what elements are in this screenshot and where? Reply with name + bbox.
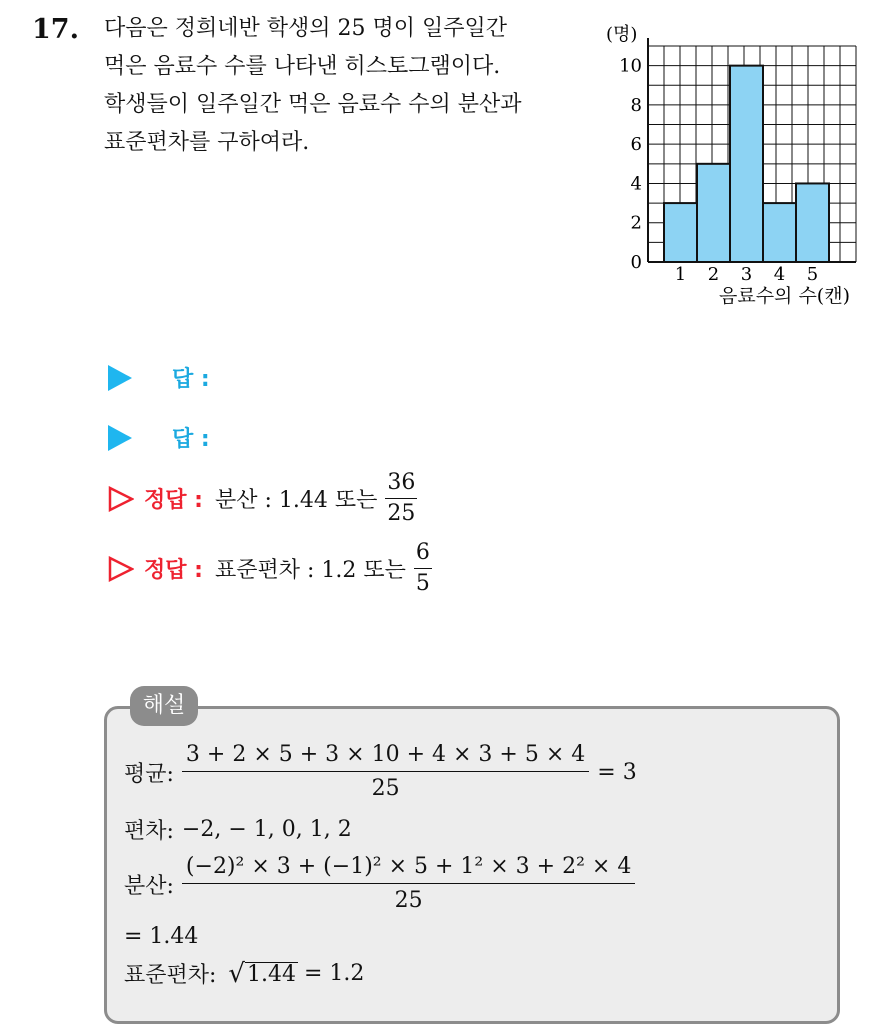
correct-label: 정답 :: [144, 558, 203, 583]
solution-variance-result: [124, 924, 198, 949]
sd-label: 표준편차:: [124, 963, 217, 988]
x-tick-label: 5: [806, 264, 819, 285]
histogram-bar: [697, 164, 730, 262]
y-tick-label: 10: [619, 55, 642, 77]
histogram-bar: [730, 66, 763, 262]
y-tick-label: 8: [630, 94, 642, 116]
solution-tag: 해설: [130, 686, 198, 726]
y-tick-label: 2: [630, 212, 642, 234]
variance-numerator: (−2)² × 3 + (−1)² × 5 + 1² × 3 + 2² × 4: [182, 854, 635, 884]
mean-fraction: [182, 742, 589, 802]
histogram-chart: [598, 18, 868, 318]
correct-answer-sd: [108, 540, 432, 597]
deviation-values: −2, − 1, 0, 1, 2: [181, 817, 352, 842]
question-line: 학생들이 일주일간 먹은 음료수 수의 분산과: [104, 92, 522, 117]
triangle-outline-icon: [108, 486, 134, 512]
sqrt-icon: √: [228, 958, 245, 989]
question-line: 표준편차를 구하여라.: [104, 130, 310, 155]
fraction-numerator: 6: [414, 540, 432, 569]
fraction: [385, 470, 417, 527]
variance-label: 분산:: [124, 873, 174, 899]
triangle-outline-icon: [108, 556, 134, 582]
x-tick-label: 4: [773, 264, 786, 285]
solution-sd: [124, 958, 364, 989]
deviation-label: 편차:: [124, 819, 174, 844]
histogram-bar: [664, 203, 697, 262]
fraction-denominator: 5: [415, 571, 430, 596]
y-tick-label: 6: [630, 134, 642, 156]
histogram-bar: [796, 183, 829, 262]
correct-text: 분산 : 1.44 또는: [214, 488, 378, 513]
x-axis-label: 음료수의 수(캔): [719, 285, 850, 307]
correct-answer-variance: [108, 470, 417, 527]
variance-denominator: 25: [394, 888, 423, 913]
solution-deviation: [124, 814, 352, 845]
y-tick-label: 0: [630, 252, 642, 273]
sqrt-expression: [228, 958, 298, 989]
histogram-bar: [763, 203, 796, 262]
question-text: [104, 10, 594, 162]
answer-label: 답 :: [172, 367, 210, 392]
sd-result: = 1.2: [303, 961, 365, 986]
fraction: [414, 540, 432, 597]
correct-text: 표준편차 : 1.2 또는: [214, 558, 406, 583]
fraction-denominator: 25: [387, 501, 416, 526]
mean-label: 평균:: [124, 761, 174, 787]
y-axis-label: (명): [606, 24, 638, 45]
fraction-numerator: 36: [385, 470, 417, 499]
sqrt-radicand: 1.44: [247, 961, 296, 987]
mean-numerator: 3 + 2 × 5 + 3 × 10 + 4 × 3 + 5 × 4: [182, 742, 589, 772]
question-line: 다음은 정희네반 학생의 25 명이 일주일간: [104, 16, 507, 41]
answer-label: 답 :: [172, 427, 210, 452]
x-tick-label: 1: [674, 264, 687, 285]
x-tick-label: 3: [740, 264, 753, 285]
variance-result: = 1.44: [124, 924, 199, 949]
variance-fraction: [182, 854, 635, 914]
mean-denominator: 25: [371, 776, 400, 801]
mean-result: = 3: [597, 759, 637, 785]
triangle-right-icon: [108, 365, 132, 391]
question-line: 먹은 음료수 수를 나타낸 히스토그램이다.: [104, 54, 501, 79]
solution-mean: [124, 742, 637, 802]
x-tick-label: 2: [707, 264, 720, 285]
answer-blank-2: [108, 422, 210, 453]
answer-blank-1: [108, 362, 210, 393]
question-number: 17.: [32, 14, 79, 45]
y-tick-label: 4: [630, 173, 642, 195]
solution-variance: [124, 854, 643, 914]
correct-label: 정답 :: [144, 488, 203, 513]
triangle-right-icon: [108, 425, 132, 451]
